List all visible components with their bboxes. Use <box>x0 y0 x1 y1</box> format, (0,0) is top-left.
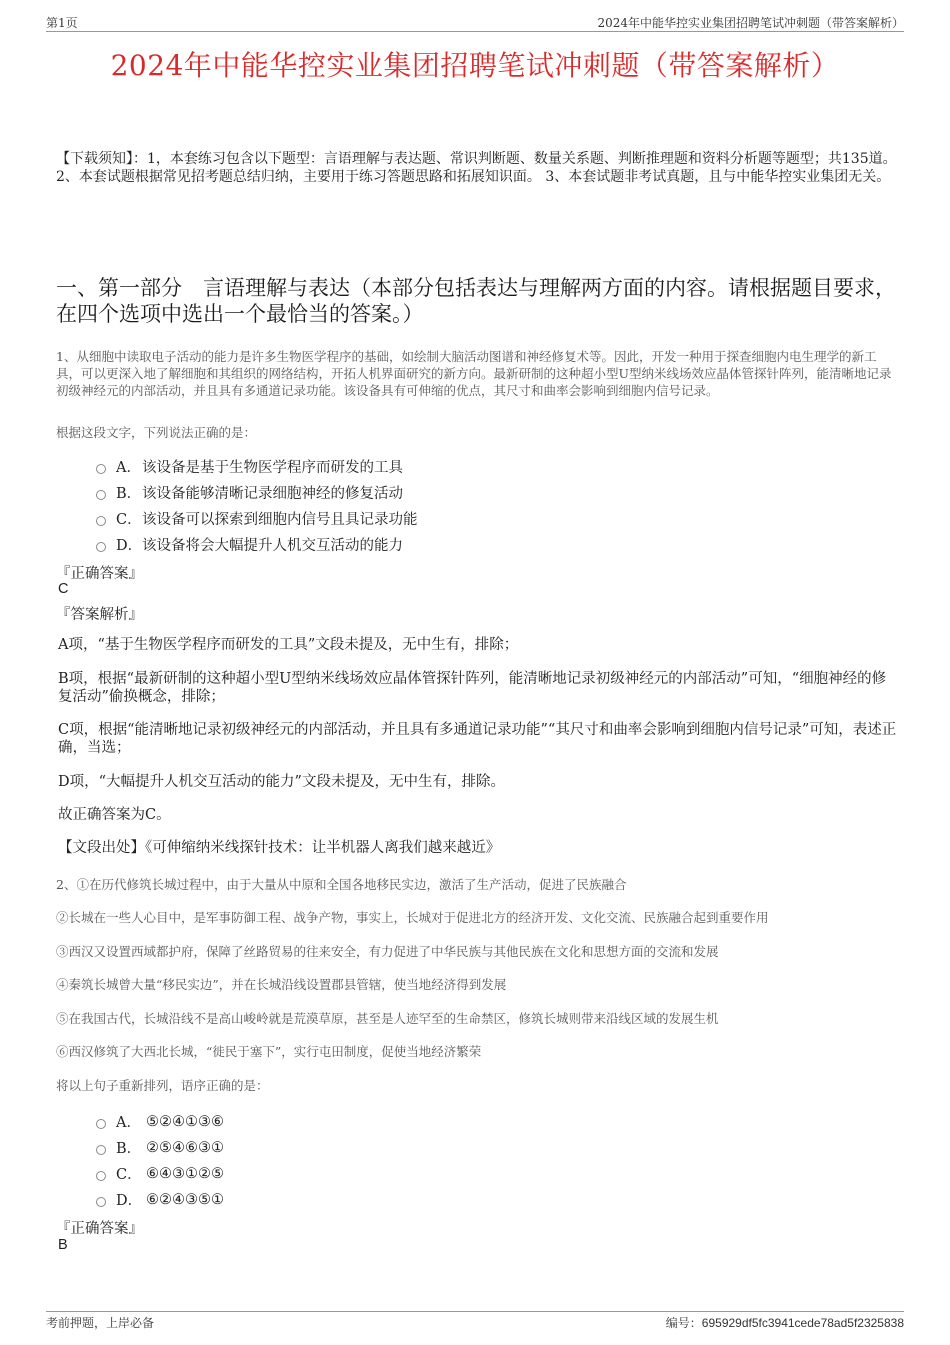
analysis-b: B项，根据“最新研制的这种超小型U型纳米线场效应晶体管探针阵列，能清晰地记录初级神经元的内部活动”可知，“细胞神经的修复活动”偷换概念，排除； <box>58 671 887 705</box>
option-letter: D． <box>116 538 143 554</box>
option-text: ⑥④③①②⑤ <box>146 1165 224 1182</box>
page-number: 第1页 <box>46 16 78 30</box>
question-2-sentence-3: ③西汉又设置西域都护府，保障了丝路贸易的往来安全，有力促进了中华民族与其他民族在文化和思想方面的交流和发展 <box>56 944 719 959</box>
document-code <box>666 1314 904 1331</box>
radio-icon[interactable] <box>96 1197 106 1207</box>
running-header: 2024年中能华控实业集团招聘笔试冲刺题（带答案解析） <box>597 16 904 30</box>
download-notice: 【下载须知】：1，本套练习包含以下题型：言语理解与表达题、常识判断题、数量关系题、判断推理题和资料分析题等题型；共135道。 2、本套试题根据常见招考题总结归纳，主要用于练习答题思路和拓展知识面。 3、本套试题非考试真题，且与中能华控实业集团无关。 <box>56 151 897 185</box>
analysis-a: A项，“基于生物医学程序而研发的工具”文段未提及，无中生有，排除； <box>58 637 519 653</box>
radio-icon[interactable] <box>96 490 106 500</box>
analysis-c: C项，根据“能清晰地记录初级神经元的内部活动，并且具有多通道记录功能”“其尺寸和曲率会影响到细胞内信号记录”可知，表述正确，当选； <box>58 722 897 756</box>
question-1-option-b[interactable] <box>96 482 403 503</box>
option-letter: C． <box>116 512 142 528</box>
question-1-prompt: 根据这段文字，下列说法正确的是： <box>56 425 257 440</box>
question-2-option-b[interactable] <box>96 1137 224 1158</box>
analysis-conclusion: 故正确答案为C。 <box>58 807 171 823</box>
option-letter: C． <box>116 1167 142 1183</box>
option-text: 该设备可以探索到细胞内信号且具记录功能 <box>142 512 418 528</box>
question-2-sentence-6: ⑥西汉修筑了大西北长城，“徙民于塞下”，实行屯田制度，促使当地经济繁荣 <box>56 1044 482 1059</box>
footer-slogan: 考前押题，上岸必备 <box>46 1316 155 1330</box>
option-text: ⑥②④③⑤① <box>146 1191 224 1208</box>
radio-icon[interactable] <box>96 1171 106 1181</box>
question-2-option-c[interactable] <box>96 1163 224 1184</box>
radio-icon[interactable] <box>96 516 106 526</box>
radio-icon[interactable] <box>96 542 106 552</box>
option-letter: A． <box>116 460 141 476</box>
option-text: ②⑤④⑥③① <box>146 1139 224 1156</box>
question-2-sentence-5: ⑤在我国古代，长城沿线不是高山峻岭就是荒漠草原，甚至是人迹罕至的生命禁区，修筑长城则带来沿线区域的发展生机 <box>56 1011 719 1026</box>
radio-icon[interactable] <box>96 464 106 474</box>
code-label: 编号： <box>665 1316 702 1330</box>
radio-icon[interactable] <box>96 1119 106 1129</box>
option-letter: D． <box>116 1193 143 1209</box>
option-text: 该设备能够清晰记录细胞神经的修复活动 <box>142 486 403 502</box>
option-letter: A． <box>116 1115 141 1131</box>
option-letter: B． <box>116 486 142 502</box>
option-text: 该设备是基于生物医学程序而研发的工具 <box>142 460 403 476</box>
question-1-option-d[interactable] <box>96 534 403 555</box>
analysis-d: D项，“大幅提升人机交互活动的能力”文段未提及，无中生有，排除。 <box>58 774 505 790</box>
question-2-sentence-4: ④秦筑长城曾大量“移民实边”，并在长城沿线设置郡县管辖，使当地经济得到发展 <box>56 977 507 992</box>
text-source: 【文段出处】《可伸缩纳米线探针技术：让半机器人离我们越来越近》 <box>58 840 501 856</box>
question-2-option-d[interactable] <box>96 1189 224 1210</box>
answer-label: 『正确答案』 <box>56 1221 143 1237</box>
question-1-text: 1、从细胞中读取电子活动的能力是许多生物医学程序的基础，如绘制大脑活动图谱和神经修复术等。因此，开发一种用于探查细胞内电生理学的新工具，可以更深入地了解细胞和其组织的网络结构，开拓人机界面研究的新方向。最新研制的这种超小型U型纳米线场效应晶体管探针阵列，能清晰地记录初级神经元的内部活动，并且具有多通道记录功能。该设备具有可伸缩的优点，其尺寸和曲率会影响到细胞内信号记录。 <box>56 349 892 398</box>
section-heading: 一、第一部分 言语理解与表达（本部分包括表达与理解两方面的内容。请根据题目要求，在四个选项中选出一个最恰当的答案。） <box>56 276 896 326</box>
document-title: 2024年中能华控实业集团招聘笔试冲刺题（带答案解析） <box>110 49 840 82</box>
question-1-option-c[interactable] <box>96 508 418 529</box>
analysis-label: 『答案解析』 <box>56 607 143 623</box>
footer-divider <box>46 1311 904 1312</box>
radio-icon[interactable] <box>96 1145 106 1155</box>
option-text: ⑤②④①③⑥ <box>146 1113 224 1130</box>
answer-value: C <box>58 581 69 597</box>
question-2-sentence-1: 2、①在历代修筑长城过程中，由于大量从中原和全国各地移民实边，激活了生产活动，促进了民族融合 <box>56 877 627 892</box>
question-2-sentence-2: ②长城在一些人心目中，是军事防御工程、战争产物，事实上，长城对于促进北方的经济开发、文化交流、民族融合起到重要作用 <box>56 910 769 925</box>
question-1-option-a[interactable] <box>96 456 403 477</box>
option-text: 该设备将会大幅提升人机交互活动的能力 <box>142 538 403 554</box>
header-divider <box>46 31 904 32</box>
code-value: 695929df5fc3941cede78ad5f2325838 <box>701 1316 904 1330</box>
option-letter: B． <box>116 1141 142 1157</box>
question-2-prompt: 将以上句子重新排列，语序正确的是： <box>56 1078 269 1093</box>
question-2-option-a[interactable] <box>96 1111 224 1132</box>
answer-label: 『正确答案』 <box>56 566 143 582</box>
answer-value: B <box>58 1237 68 1253</box>
